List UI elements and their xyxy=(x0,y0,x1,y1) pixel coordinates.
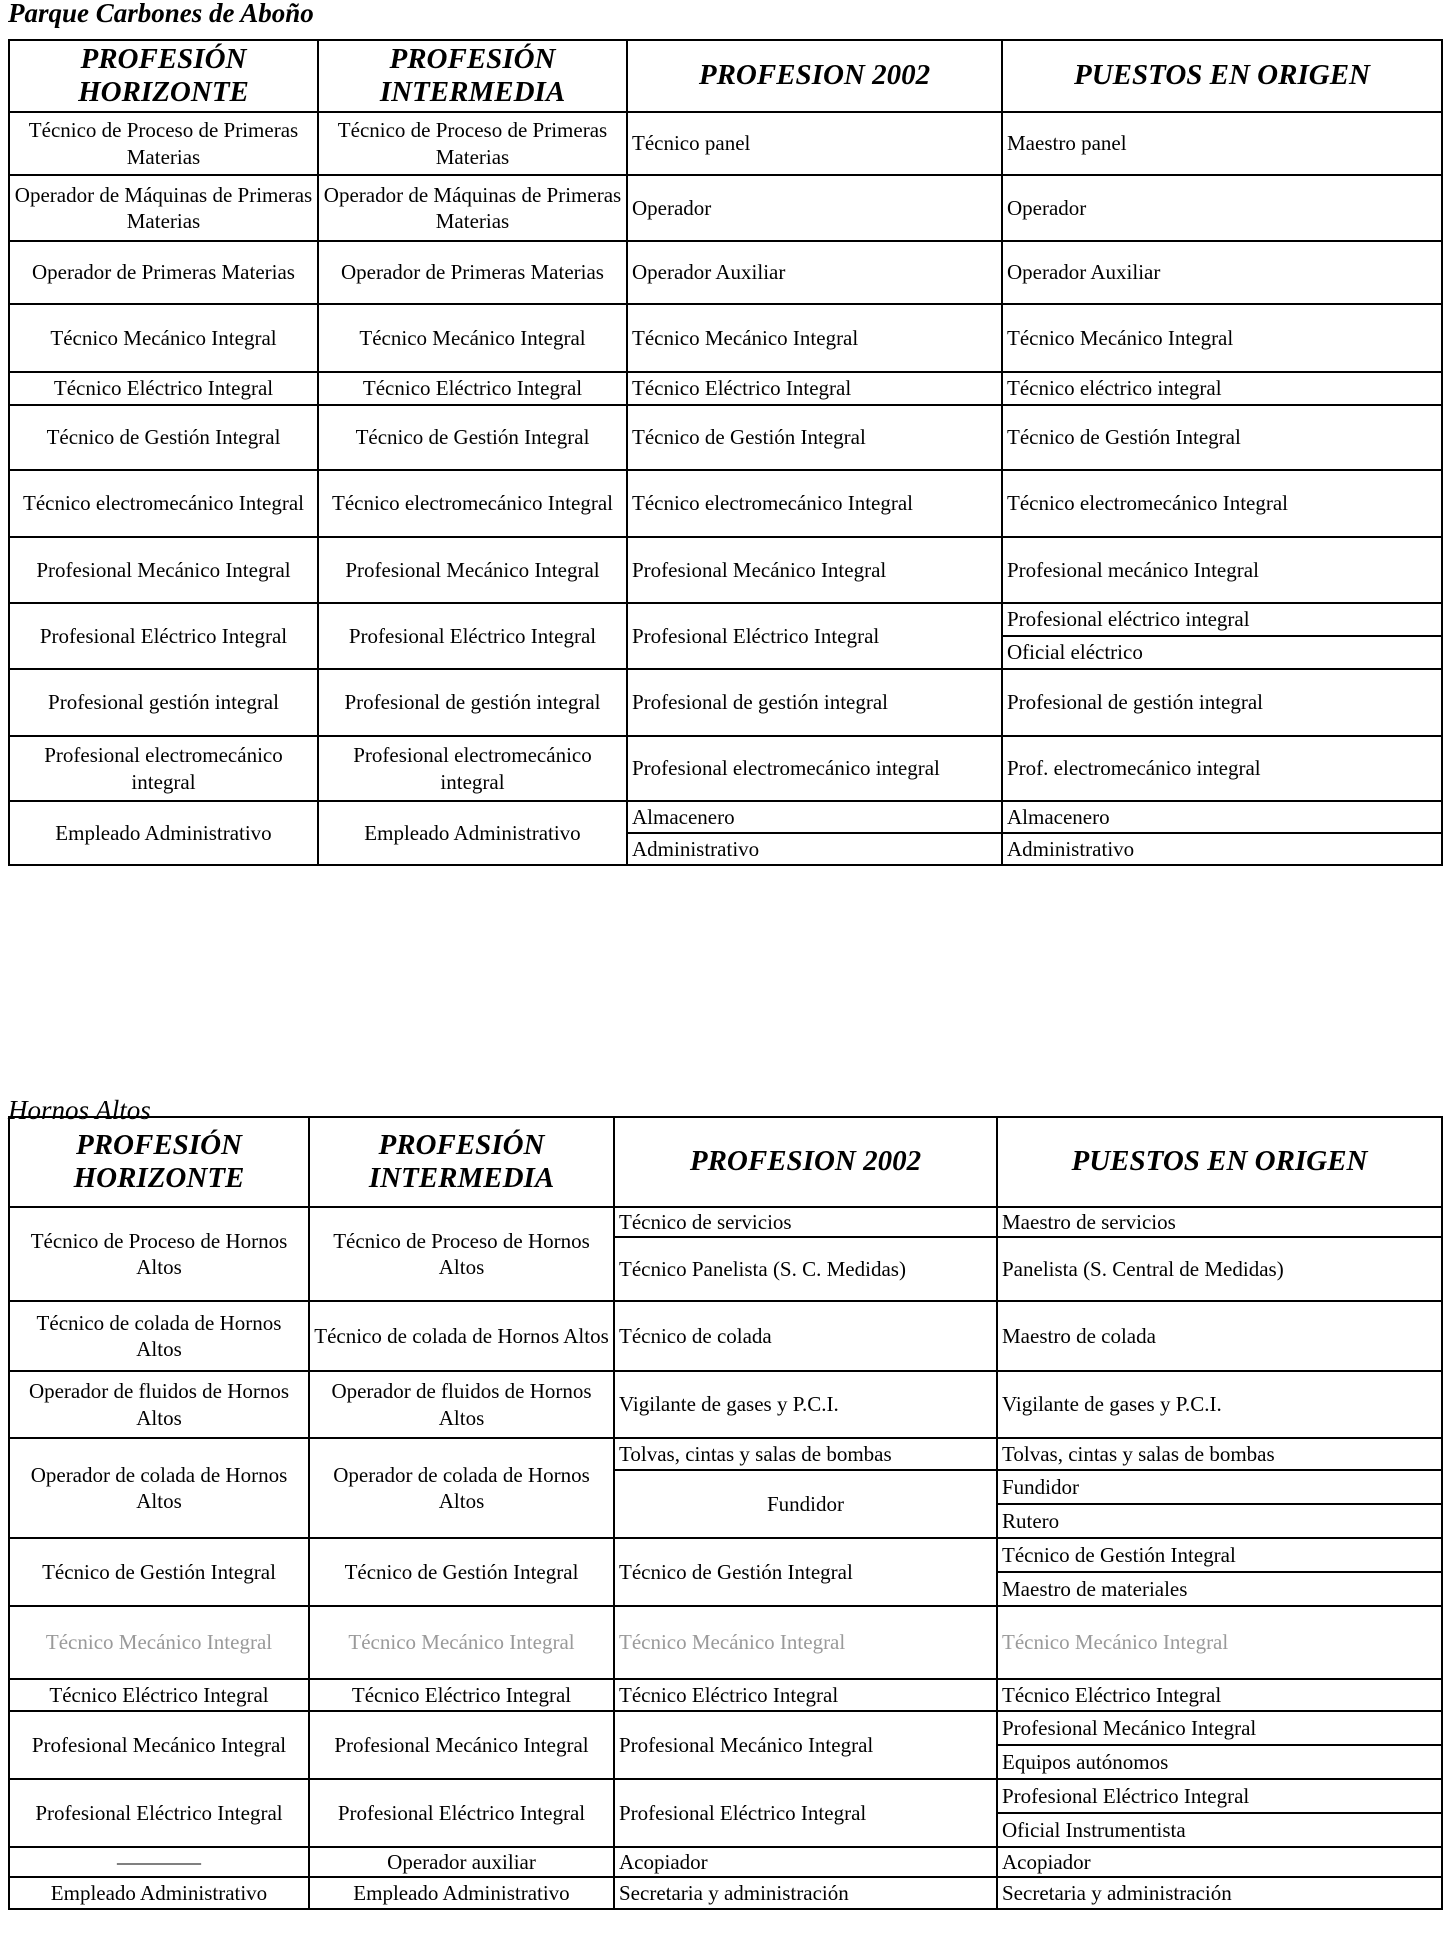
cell-puesto-origen: Operador xyxy=(1002,175,1442,241)
table-row xyxy=(9,1371,1442,1438)
cell-puesto-origen: Operador Auxiliar xyxy=(1002,241,1442,304)
cell-intermedia: Empleado Administrativo xyxy=(309,1877,614,1909)
cell-puesto-origen: Almacenero xyxy=(1002,801,1442,833)
header-profesion-intermedia: PROFESIÓN INTERMEDIA xyxy=(318,40,627,112)
cell-profesion-2002: Técnico Mecánico Integral xyxy=(614,1606,997,1679)
cell-profesion-2002: Operador xyxy=(627,175,1002,241)
cell-profesion-2002: Profesional Mecánico Integral xyxy=(627,537,1002,603)
table-row xyxy=(9,405,1442,470)
cell-puesto-origen: Profesional de gestión integral xyxy=(1002,669,1442,736)
cell-profesion-2002: Técnico de Gestión Integral xyxy=(614,1538,997,1606)
table-row xyxy=(9,801,1442,833)
header-puestos-en-origen: PUESTOS EN ORIGEN xyxy=(997,1117,1442,1207)
table-row xyxy=(9,669,1442,736)
cell-puesto-origen: Administrativo xyxy=(1002,833,1442,865)
cell-intermedia: Operador de fluidos de Hornos Altos xyxy=(309,1371,614,1438)
cell-profesion-2002: Fundidor xyxy=(614,1470,997,1538)
table-row xyxy=(9,603,1442,636)
cell-puesto-origen: Profesional Mecánico Integral xyxy=(997,1711,1442,1745)
cell-profesion-2002: Técnico panel xyxy=(627,112,1002,175)
table-row xyxy=(9,175,1442,241)
cell-puesto-origen: Profesional eléctrico integral xyxy=(1002,603,1442,636)
header-profesion-2002: PROFESION 2002 xyxy=(627,40,1002,112)
cell-horizonte: ———— xyxy=(9,1847,309,1877)
table-row xyxy=(9,537,1442,603)
table-row xyxy=(9,372,1442,405)
cell-profesion-2002: Técnico Eléctrico Integral xyxy=(627,372,1002,405)
table-row xyxy=(9,1877,1442,1909)
cell-horizonte: Técnico de Gestión Integral xyxy=(9,1538,309,1606)
cell-profesion-2002: Profesional Mecánico Integral xyxy=(614,1711,997,1779)
table-row xyxy=(9,736,1442,801)
cell-profesion-2002: Acopiador xyxy=(614,1847,997,1877)
cell-puesto-origen: Técnico electromecánico Integral xyxy=(1002,470,1442,537)
cell-horizonte: Operador de Primeras Materias xyxy=(9,241,318,304)
cell-puesto-origen: Maestro de colada xyxy=(997,1301,1442,1371)
header-profesion-horizonte: PROFESIÓN HORIZONTE xyxy=(9,1117,309,1207)
cell-horizonte: Técnico Eléctrico Integral xyxy=(9,372,318,405)
cell-puesto-origen: Técnico eléctrico integral xyxy=(1002,372,1442,405)
cell-puesto-origen: Técnico de Gestión Integral xyxy=(1002,405,1442,470)
cell-profesion-2002: Tolvas, cintas y salas de bombas xyxy=(614,1438,997,1470)
cell-puesto-origen: Fundidor xyxy=(997,1470,1442,1504)
cell-intermedia: Técnico electromecánico Integral xyxy=(318,470,627,537)
cell-intermedia: Profesional Eléctrico Integral xyxy=(309,1779,614,1847)
cell-horizonte: Técnico electromecánico Integral xyxy=(9,470,318,537)
cell-puesto-origen: Profesional Eléctrico Integral xyxy=(997,1779,1442,1813)
cell-puesto-origen: Oficial eléctrico xyxy=(1002,636,1442,669)
header-profesion-horizonte: PROFESIÓN HORIZONTE xyxy=(9,40,318,112)
cell-profesion-2002: Administrativo xyxy=(627,833,1002,865)
cell-intermedia: Profesional Mecánico Integral xyxy=(318,537,627,603)
table-row xyxy=(9,241,1442,304)
cell-puesto-origen: Maestro panel xyxy=(1002,112,1442,175)
cell-horizonte: Técnico de Proceso de Primeras Materias xyxy=(9,112,318,175)
table-hornos-altos xyxy=(8,1116,1443,1910)
table-row xyxy=(9,1207,1442,1237)
cell-intermedia: Técnico de colada de Hornos Altos xyxy=(309,1301,614,1371)
header-profesion-intermedia: PROFESIÓN INTERMEDIA xyxy=(309,1117,614,1207)
cell-profesion-2002: Técnico Panelista (S. C. Medidas) xyxy=(614,1237,997,1301)
cell-horizonte: Operador de Máquinas de Primeras Materias xyxy=(9,175,318,241)
cell-profesion-2002: Almacenero xyxy=(627,801,1002,833)
cell-intermedia: Técnico Mecánico Integral xyxy=(309,1606,614,1679)
cell-profesion-2002: Técnico de Gestión Integral xyxy=(627,405,1002,470)
cell-intermedia: Técnico Eléctrico Integral xyxy=(309,1679,614,1711)
cell-profesion-2002: Profesional electromecánico integral xyxy=(627,736,1002,801)
cell-puesto-origen: Técnico de Gestión Integral xyxy=(997,1538,1442,1572)
cell-profesion-2002: Técnico de servicios xyxy=(614,1207,997,1237)
cell-puesto-origen: Secretaria y administración xyxy=(997,1877,1442,1909)
cell-intermedia: Profesional de gestión integral xyxy=(318,669,627,736)
cell-intermedia: Técnico de Proceso de Primeras Materias xyxy=(318,112,627,175)
cell-horizonte: Profesional gestión integral xyxy=(9,669,318,736)
cell-horizonte: Técnico de Gestión Integral xyxy=(9,405,318,470)
table-row xyxy=(9,1779,1442,1813)
cell-horizonte: Profesional Mecánico Integral xyxy=(9,537,318,603)
cell-profesion-2002: Técnico Mecánico Integral xyxy=(627,304,1002,372)
cell-intermedia: Técnico de Proceso de Hornos Altos xyxy=(309,1207,614,1301)
cell-profesion-2002: Técnico de colada xyxy=(614,1301,997,1371)
cell-horizonte: Técnico Mecánico Integral xyxy=(9,1606,309,1679)
cell-intermedia: Operador de colada de Hornos Altos xyxy=(309,1438,614,1538)
cell-puesto-origen: Técnico Mecánico Integral xyxy=(997,1606,1442,1679)
cell-intermedia: Operador auxiliar xyxy=(309,1847,614,1877)
cell-profesion-2002: Técnico Eléctrico Integral xyxy=(614,1679,997,1711)
cell-horizonte: Profesional Mecánico Integral xyxy=(9,1711,309,1779)
cell-intermedia: Técnico de Gestión Integral xyxy=(309,1538,614,1606)
cell-profesion-2002: Vigilante de gases y P.C.I. xyxy=(614,1371,997,1438)
cell-intermedia: Profesional electromecánico integral xyxy=(318,736,627,801)
cell-intermedia: Técnico Mecánico Integral xyxy=(318,304,627,372)
table-row xyxy=(9,1847,1442,1877)
cell-profesion-2002: Profesional de gestión integral xyxy=(627,669,1002,736)
cell-puesto-origen: Técnico Mecánico Integral xyxy=(1002,304,1442,372)
table-row xyxy=(9,1606,1442,1679)
section-title-hornos-altos: Hornos Altos xyxy=(8,1095,151,1125)
table-parque-carbones xyxy=(8,39,1443,866)
cell-horizonte: Operador de fluidos de Hornos Altos xyxy=(9,1371,309,1438)
cell-horizonte: Técnico de Proceso de Hornos Altos xyxy=(9,1207,309,1301)
table-row xyxy=(9,1438,1442,1470)
cell-intermedia: Operador de Primeras Materias xyxy=(318,241,627,304)
cell-puesto-origen: Rutero xyxy=(997,1504,1442,1538)
cell-puesto-origen: Profesional mecánico Integral xyxy=(1002,537,1442,603)
table-row xyxy=(9,1538,1442,1572)
cell-horizonte: Profesional Eléctrico Integral xyxy=(9,1779,309,1847)
cell-puesto-origen: Vigilante de gases y P.C.I. xyxy=(997,1371,1442,1438)
cell-profesion-2002: Profesional Eléctrico Integral xyxy=(614,1779,997,1847)
cell-intermedia: Técnico Eléctrico Integral xyxy=(318,372,627,405)
table-row xyxy=(9,112,1442,175)
table-row xyxy=(9,304,1442,372)
table-row xyxy=(9,1679,1442,1711)
cell-horizonte: Profesional Eléctrico Integral xyxy=(9,603,318,669)
cell-profesion-2002: Profesional Eléctrico Integral xyxy=(627,603,1002,669)
cell-puesto-origen: Equipos autónomos xyxy=(997,1745,1442,1779)
header-profesion-2002: PROFESION 2002 xyxy=(614,1117,997,1207)
cell-horizonte: Técnico de colada de Hornos Altos xyxy=(9,1301,309,1371)
cell-intermedia: Profesional Eléctrico Integral xyxy=(318,603,627,669)
table-row xyxy=(9,1711,1442,1745)
cell-profesion-2002: Operador Auxiliar xyxy=(627,241,1002,304)
table-row xyxy=(9,470,1442,537)
cell-puesto-origen: Oficial Instrumentista xyxy=(997,1813,1442,1847)
cell-profesion-2002: Secretaria y administración xyxy=(614,1877,997,1909)
cell-horizonte: Empleado Administrativo xyxy=(9,1877,309,1909)
header-puestos-en-origen: PUESTOS EN ORIGEN xyxy=(1002,40,1442,112)
cell-horizonte: Operador de colada de Hornos Altos xyxy=(9,1438,309,1538)
cell-horizonte: Técnico Eléctrico Integral xyxy=(9,1679,309,1711)
cell-puesto-origen: Panelista (S. Central de Medidas) xyxy=(997,1237,1442,1301)
cell-horizonte: Técnico Mecánico Integral xyxy=(9,304,318,372)
cell-puesto-origen: Prof. electromecánico integral xyxy=(1002,736,1442,801)
cell-puesto-origen: Técnico Eléctrico Integral xyxy=(997,1679,1442,1711)
section-title-parque-carbones: Parque Carbones de Aboño xyxy=(8,0,314,28)
cell-profesion-2002: Técnico electromecánico Integral xyxy=(627,470,1002,537)
cell-intermedia: Técnico de Gestión Integral xyxy=(318,405,627,470)
cell-intermedia: Empleado Administrativo xyxy=(318,801,627,865)
cell-puesto-origen: Tolvas, cintas y salas de bombas xyxy=(997,1438,1442,1470)
cell-puesto-origen: Acopiador xyxy=(997,1847,1442,1877)
cell-intermedia: Profesional Mecánico Integral xyxy=(309,1711,614,1779)
table-row xyxy=(9,1301,1442,1371)
cell-horizonte: Empleado Administrativo xyxy=(9,801,318,865)
cell-intermedia: Operador de Máquinas de Primeras Materias xyxy=(318,175,627,241)
cell-puesto-origen: Maestro de materiales xyxy=(997,1572,1442,1606)
cell-puesto-origen: Maestro de servicios xyxy=(997,1207,1442,1237)
cell-horizonte: Profesional electromecánico integral xyxy=(9,736,318,801)
